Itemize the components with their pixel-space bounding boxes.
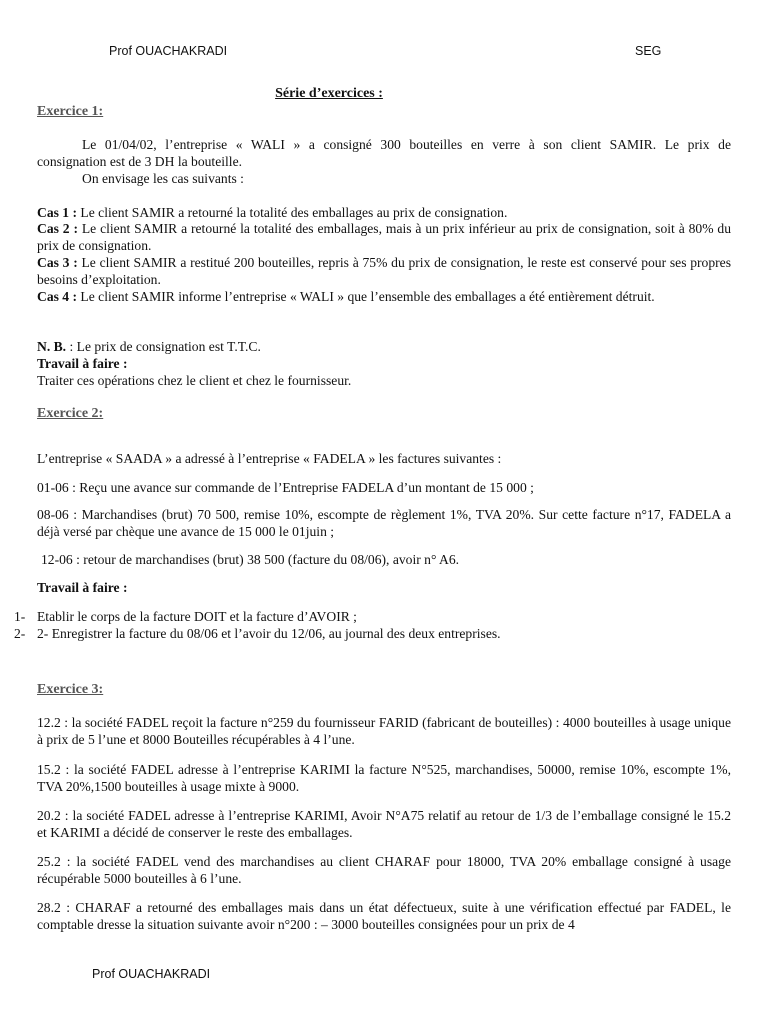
footer-author: Prof OUACHAKRADI <box>92 967 211 981</box>
ex2-task-item-1: Etablir le corps de la facture DOIT et la facture d’AVOIR ; <box>37 609 357 624</box>
exercise-3-title: Exercice 3: <box>37 682 104 697</box>
ex3-operation-2: 15.2 : la société FADEL adresse à l’entreprise KARIMI la facture N°525, marchandises, 50000, remise 10%, escompte 1%, TVA 20%,1500 bouteilles à usage mixte à 9000. <box>37 762 731 794</box>
header-subject: SEG <box>635 44 662 58</box>
ex2-operation-1: 01-06 : Reçu une avance sur commande de l’Entreprise FADELA d’un montant de 15 000 ; <box>37 480 534 495</box>
note-label: N. B. <box>37 339 67 354</box>
ex1-case-4 <box>37 289 731 306</box>
ex2-intro: L’entreprise « SAADA » a adressé à l’entreprise « FADELA » les factures suivantes : <box>37 451 502 466</box>
note-text: : Le prix de consignation est T.T.C. <box>66 339 261 354</box>
list-number-1: 1- <box>14 609 26 624</box>
ex1-note <box>37 339 731 356</box>
ex3-operation-5: 28.2 : CHARAF a retourné des emballages mais dans un état défectueux, suite à une vérification effectué par FADEL, le comptable dresse la situation suivante avoir n°200 : – 3000 bouteilles consignées pour un prix de 4 <box>37 900 731 932</box>
exercise-2-title: Exercice 2: <box>37 406 104 421</box>
ex3-operation-3: 20.2 : la société FADEL adresse à l’entreprise KARIMI, Avoir N°A75 relatif au retour de 1/3 de l’emballage consigné le 15.2 et KARIMI a décidé de conserver le reste des emballages. <box>37 808 731 840</box>
ex1-case-2 <box>37 221 731 255</box>
ex2-operation-2: 08-06 : Marchandises (brut) 70 500, remise 10%, escompte de règlement 1%, TVA 20%. Sur cette facture n°17, FADELA a déjà versé par chèque une avance de 15 000 le 01juin ; <box>37 507 731 539</box>
ex2-operation-3: 12-06 : retour de marchandises (brut) 38 500 (facture du 08/06), avoir n° A6. <box>41 552 460 567</box>
case-label: Cas 2 : <box>37 221 78 236</box>
ex1-intro-line1: Le 01/04/02, l’entreprise « WALI » a consigné 300 bouteilles en verre à son client SAMIR. Le prix de <box>82 137 731 152</box>
case-label: Cas 4 : <box>37 289 78 304</box>
case-text: Le client SAMIR a restitué 200 bouteilles, repris à 75% du prix de consignation, le reste est conservé pour ses propres besoins d’exploitation. <box>37 255 731 287</box>
page-title: Série d’exercices : <box>275 86 383 101</box>
ex1-task-label: Travail à faire : <box>37 356 128 371</box>
case-text: Le client SAMIR a retourné la totalité des emballages au prix de consignation. <box>77 205 508 220</box>
ex3-operation-1: 12.2 : la société FADEL reçoit la facture n°259 du fournisseur FARID (fabricant de bouteilles) : 4000 bouteilles à usage unique à prix de 5 l’une et 8000 Bouteilles récupérables à 4 l’une. <box>37 715 731 747</box>
ex1-case-1 <box>37 205 731 222</box>
list-number-2: 2- <box>14 626 26 641</box>
case-text: Le client SAMIR a retourné la totalité des emballages, mais à un prix inférieur au prix de consignation, soit à 80% du prix de consignation. <box>37 221 731 253</box>
exercise-1-title: Exercice 1: <box>37 104 104 119</box>
ex3-operation-4: 25.2 : la société FADEL vend des marchandises au client CHARAF pour 18000, TVA 20% emballage consigné à usage récupérable 5000 bouteilles à 6 l’une. <box>37 854 731 886</box>
case-text: Le client SAMIR informe l’entreprise « WALI » que l’ensemble des emballages a été entièrement détruit. <box>77 289 655 304</box>
ex2-task-item-2: 2- Enregistrer la facture du 08/06 et l’avoir du 12/06, au journal des deux entreprises. <box>37 626 501 641</box>
ex1-case-3 <box>37 255 731 289</box>
ex1-intro-line2: consignation est de 3 DH la bouteille. <box>37 154 242 169</box>
ex1-task-text: Traiter ces opérations chez le client et chez le fournisseur. <box>37 373 352 388</box>
header-author: Prof OUACHAKRADI <box>109 44 228 58</box>
ex1-intro-line3: On envisage les cas suivants : <box>82 171 244 186</box>
case-label: Cas 1 : <box>37 205 78 220</box>
ex2-task-label: Travail à faire : <box>37 580 128 595</box>
case-label: Cas 3 : <box>37 255 78 270</box>
